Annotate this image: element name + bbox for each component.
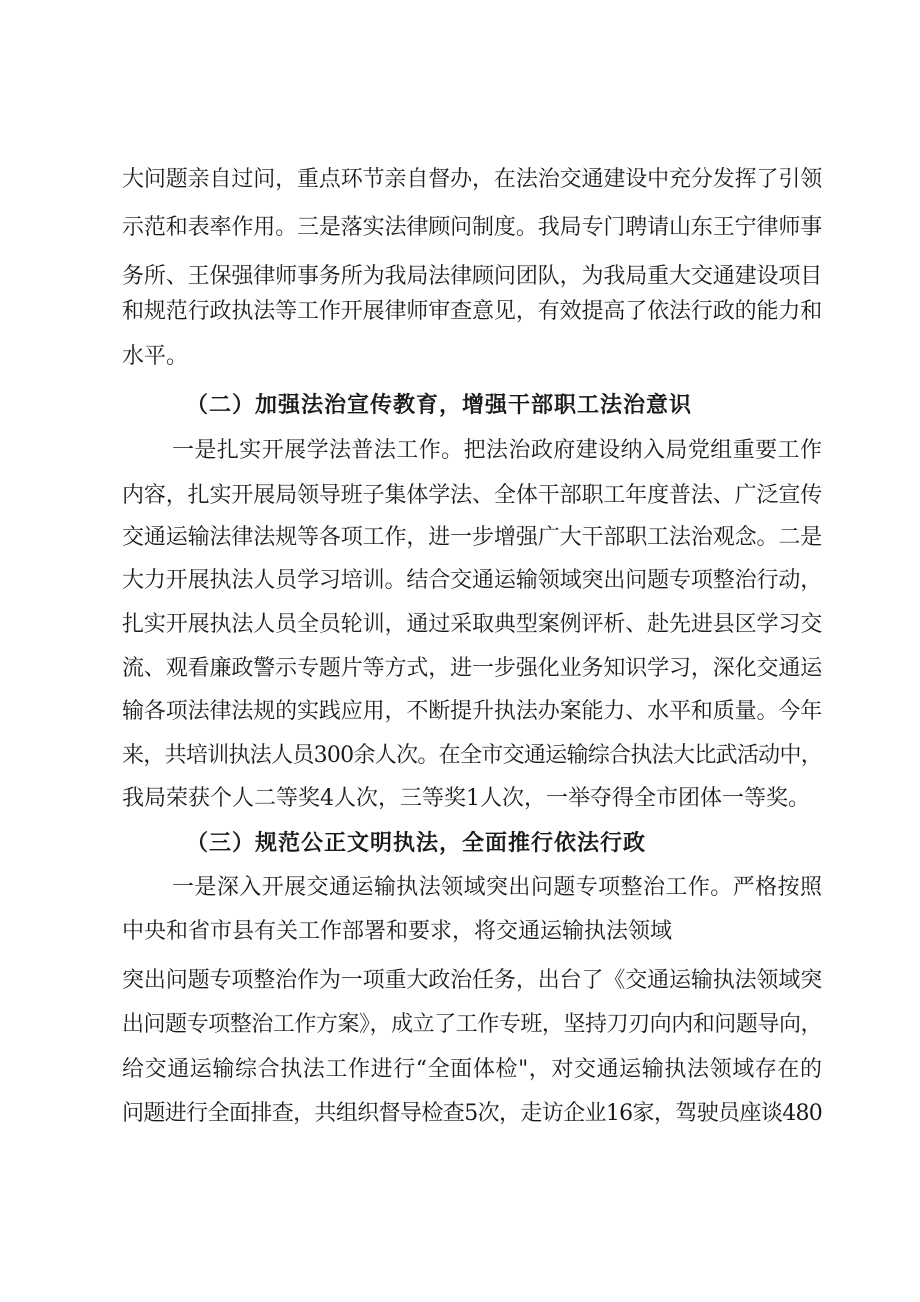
paragraph-3-line-5: 给交通运输综合执法工作进行“全面体检"，对交通运输执法领域存在的	[122, 1057, 822, 1082]
paragraph-3-line-2: 中央和省市县有关工作部署和要求，将交通运输执法领域	[122, 919, 673, 944]
paragraph-2-line-2: 内容，扎实开展局领导班子集体学法、全体干部职工年度普法、广泛宣传	[122, 483, 822, 508]
paragraph-3-line-1: 一是深入开展交通运输执法领域突出问题专项整治工作。严格按照	[172, 875, 822, 900]
paragraph-2-line-6: 流、观看廉政警示专题片等方式，进一步强化业务知识学习，深化交通运	[122, 656, 822, 681]
paragraph-3-line-4: 出问题专项整治工作方案》，成立了工作专班，坚持刀刃向内和问题导向，	[122, 1012, 822, 1037]
paragraph-2-line-7: 输各项法律法规的实践应用，不断提升执法办案能力、水平和质量。今年	[122, 699, 822, 724]
paragraph-2-line-3: 交通运输法律法规等各项工作，进一步增强广大干部职工法治观念。二是	[122, 525, 822, 550]
paragraph-2-line-9: 我局荣获个人二等奖4人次，三等奖1人次，一举夺得全市团体一等奖。	[122, 786, 810, 811]
paragraph-1-line-1: 大问题亲自过问，重点环节亲自督办，在法治交通建设中充分发挥了引领	[122, 167, 822, 192]
paragraph-2-line-4: 大力开展执法人员学习培训。结合交通运输领域突出问题专项整治行动，	[122, 568, 822, 593]
paragraph-2-line-1: 一是扎实开展学法普法工作。把法治政府建设纳入局党组重要工作	[172, 438, 822, 463]
paragraph-1-line-2: 示范和表率作用。三是落实法律顾问制度。我局专门聘请山东王宁律师事	[122, 215, 822, 240]
section-heading-3: （三）规范公正文明执法，全面推行依法行政	[186, 830, 647, 856]
section-heading-2: （二）加强法治宣传教育，增强干部职工法治意识	[186, 392, 693, 418]
paragraph-3-line-3: 突出问题专项整治作为一项重大政治任务，出台了《交通运输执法领域突	[122, 968, 822, 993]
paragraph-1-line-4: 和规范行政执法等工作开展律师审查意见，有效提高了依法行政的能力和	[122, 299, 822, 324]
paragraph-1-line-5: 水平。	[122, 344, 189, 369]
paragraph-3-line-6: 问题进行全面排查，共组织督导检查5次，走访企业16家，驾驶员座谈480	[122, 1101, 822, 1126]
paragraph-2-line-8: 来，共培训执法人员300余人次。在全市交通运输综合执法大比武活动中，	[122, 743, 822, 768]
paragraph-1-line-3: 务所、王保强律师事务所为我局法律顾问团队，为我局重大交通建设项目	[122, 264, 822, 289]
paragraph-2-line-5: 扎实开展执法人员全员轮训，通过采取典型案例评析、赴先进县区学习交	[122, 612, 822, 637]
